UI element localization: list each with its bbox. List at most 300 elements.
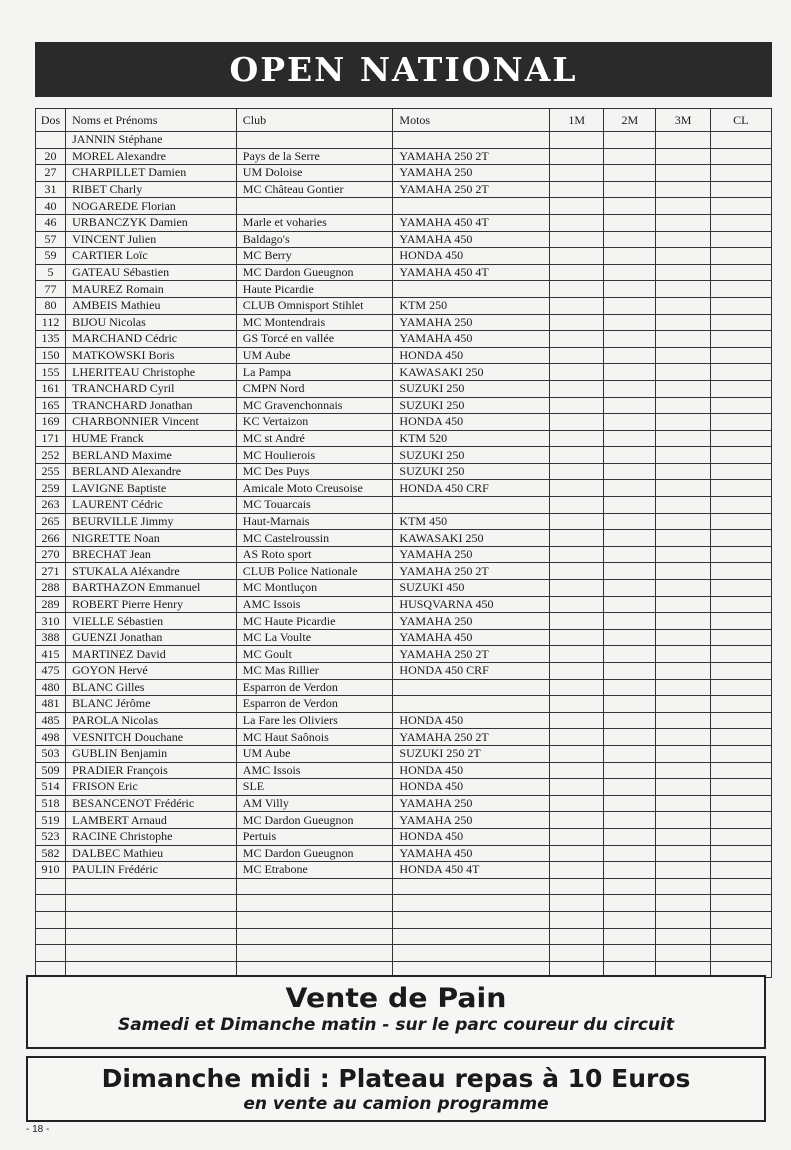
moto-cell: YAMAHA 450: [393, 331, 550, 348]
table-row: [36, 181, 772, 198]
moto-cell: YAMAHA 250: [393, 613, 550, 630]
table-row: [36, 347, 772, 364]
score-1m-cell: [550, 447, 604, 464]
name-cell: GUENZI Jonathan: [66, 629, 237, 646]
name-cell: MOREL Alexandre: [66, 148, 237, 165]
score-1m-cell: [550, 314, 604, 331]
table-row: [36, 214, 772, 231]
moto-cell: SUZUKI 250: [393, 397, 550, 414]
dos-cell: [36, 895, 66, 912]
club-cell: MC Dardon Gueugnon: [236, 812, 393, 829]
table-row: [36, 463, 772, 480]
score-2m-cell: [604, 364, 656, 381]
table-row: [36, 331, 772, 348]
classement-cell: [710, 132, 771, 149]
score-3m-cell: [656, 165, 710, 182]
score-2m-cell: [604, 945, 656, 962]
score-1m-cell: [550, 762, 604, 779]
club-cell: La Pampa: [236, 364, 393, 381]
dos-cell: 59: [36, 248, 66, 265]
score-1m-cell: [550, 297, 604, 314]
classement-cell: [710, 364, 771, 381]
col-header-1m: 1M: [550, 109, 604, 132]
score-2m-cell: [604, 795, 656, 812]
score-1m-cell: [550, 231, 604, 248]
score-1m-cell: [550, 911, 604, 928]
score-3m-cell: [656, 845, 710, 862]
dos-cell: 77: [36, 281, 66, 298]
club-cell: Baldago's: [236, 231, 393, 248]
score-2m-cell: [604, 663, 656, 680]
dos-cell: 171: [36, 430, 66, 447]
dos-cell: 514: [36, 779, 66, 796]
classement-cell: [710, 480, 771, 497]
score-2m-cell: [604, 181, 656, 198]
club-cell: MC Castelroussin: [236, 530, 393, 547]
dos-cell: 388: [36, 629, 66, 646]
moto-cell: [393, 198, 550, 215]
score-3m-cell: [656, 214, 710, 231]
name-cell: BRECHAT Jean: [66, 546, 237, 563]
table-body: [36, 132, 772, 978]
score-2m-cell: [604, 546, 656, 563]
score-1m-cell: [550, 281, 604, 298]
score-2m-cell: [604, 928, 656, 945]
table-row: [36, 729, 772, 746]
score-3m-cell: [656, 828, 710, 845]
club-cell: AS Roto sport: [236, 546, 393, 563]
meal-tray-box: [26, 1056, 766, 1122]
score-3m-cell: [656, 745, 710, 762]
name-cell: PAULIN Frédéric: [66, 862, 237, 879]
moto-cell: YAMAHA 250: [393, 812, 550, 829]
classement-cell: [710, 828, 771, 845]
score-1m-cell: [550, 895, 604, 912]
score-2m-cell: [604, 463, 656, 480]
score-1m-cell: [550, 945, 604, 962]
classement-cell: [710, 331, 771, 348]
score-2m-cell: [604, 380, 656, 397]
table-row: [36, 165, 772, 182]
meal-tray-subtitle: en vente au camion programme: [243, 1094, 549, 1114]
moto-cell: YAMAHA 250: [393, 795, 550, 812]
score-2m-cell: [604, 845, 656, 862]
club-cell: Haut-Marnais: [236, 513, 393, 530]
table-row: [36, 911, 772, 928]
moto-cell: YAMAHA 250: [393, 546, 550, 563]
score-2m-cell: [604, 513, 656, 530]
score-2m-cell: [604, 779, 656, 796]
dos-cell: 31: [36, 181, 66, 198]
moto-cell: YAMAHA 450: [393, 845, 550, 862]
moto-cell: KTM 250: [393, 297, 550, 314]
dos-cell: [36, 878, 66, 895]
table-row: [36, 497, 772, 514]
club-cell: CMPN Nord: [236, 380, 393, 397]
score-3m-cell: [656, 264, 710, 281]
score-3m-cell: [656, 679, 710, 696]
score-3m-cell: [656, 629, 710, 646]
moto-cell: [393, 132, 550, 149]
dos-cell: 46: [36, 214, 66, 231]
table-row: [36, 563, 772, 580]
score-1m-cell: [550, 878, 604, 895]
title-banner: [35, 42, 772, 97]
table-row: [36, 596, 772, 613]
score-2m-cell: [604, 397, 656, 414]
table-row: [36, 148, 772, 165]
name-cell: CHARBONNIER Vincent: [66, 414, 237, 431]
table-row: [36, 812, 772, 829]
score-3m-cell: [656, 779, 710, 796]
classement-cell: [710, 596, 771, 613]
score-1m-cell: [550, 132, 604, 149]
classement-cell: [710, 762, 771, 779]
classement-cell: [710, 911, 771, 928]
score-2m-cell: [604, 646, 656, 663]
score-1m-cell: [550, 181, 604, 198]
moto-cell: [393, 497, 550, 514]
moto-cell: HONDA 450: [393, 414, 550, 431]
score-1m-cell: [550, 264, 604, 281]
table-row: [36, 546, 772, 563]
score-3m-cell: [656, 314, 710, 331]
classement-cell: [710, 729, 771, 746]
club-cell: [236, 198, 393, 215]
moto-cell: HUSQVARNA 450: [393, 596, 550, 613]
club-cell: MC Montendrais: [236, 314, 393, 331]
classement-cell: [710, 663, 771, 680]
col-header-club: Club: [236, 109, 393, 132]
moto-cell: YAMAHA 250 2T: [393, 563, 550, 580]
club-cell: [236, 911, 393, 928]
moto-cell: [393, 878, 550, 895]
score-2m-cell: [604, 895, 656, 912]
score-3m-cell: [656, 248, 710, 265]
dos-cell: 523: [36, 828, 66, 845]
table-row: [36, 679, 772, 696]
score-3m-cell: [656, 862, 710, 879]
club-cell: AMC Issois: [236, 762, 393, 779]
name-cell: DALBEC Mathieu: [66, 845, 237, 862]
score-3m-cell: [656, 148, 710, 165]
score-3m-cell: [656, 546, 710, 563]
dos-cell: 259: [36, 480, 66, 497]
score-3m-cell: [656, 463, 710, 480]
score-3m-cell: [656, 497, 710, 514]
classement-cell: [710, 198, 771, 215]
score-2m-cell: [604, 165, 656, 182]
name-cell: AMBEIS Mathieu: [66, 297, 237, 314]
dos-cell: 485: [36, 712, 66, 729]
col-header-3m: 3M: [656, 109, 710, 132]
score-2m-cell: [604, 231, 656, 248]
club-cell: [236, 928, 393, 945]
club-cell: Marle et voharies: [236, 214, 393, 231]
classement-cell: [710, 646, 771, 663]
classement-cell: [710, 181, 771, 198]
score-1m-cell: [550, 779, 604, 796]
score-2m-cell: [604, 745, 656, 762]
score-1m-cell: [550, 497, 604, 514]
score-3m-cell: [656, 231, 710, 248]
name-cell: MAUREZ Romain: [66, 281, 237, 298]
classement-cell: [710, 281, 771, 298]
entry-table: [35, 108, 772, 978]
name-cell: LAVIGNE Baptiste: [66, 480, 237, 497]
table-row: [36, 878, 772, 895]
score-1m-cell: [550, 546, 604, 563]
name-cell: VIELLE Sébastien: [66, 613, 237, 630]
dos-cell: 161: [36, 380, 66, 397]
score-3m-cell: [656, 331, 710, 348]
moto-cell: YAMAHA 250: [393, 314, 550, 331]
moto-cell: HONDA 450: [393, 762, 550, 779]
club-cell: MC La Voulte: [236, 629, 393, 646]
score-1m-cell: [550, 148, 604, 165]
table-row: [36, 198, 772, 215]
classement-cell: [710, 546, 771, 563]
score-3m-cell: [656, 878, 710, 895]
score-2m-cell: [604, 430, 656, 447]
col-header-cl: CL: [710, 109, 771, 132]
score-2m-cell: [604, 198, 656, 215]
club-cell: KC Vertaizon: [236, 414, 393, 431]
score-2m-cell: [604, 828, 656, 845]
classement-cell: [710, 497, 771, 514]
name-cell: HUME Franck: [66, 430, 237, 447]
moto-cell: HONDA 450: [393, 828, 550, 845]
score-3m-cell: [656, 696, 710, 713]
club-cell: UM Aube: [236, 745, 393, 762]
name-cell: BLANC Gilles: [66, 679, 237, 696]
dos-cell: 503: [36, 745, 66, 762]
name-cell: VESNITCH Douchane: [66, 729, 237, 746]
moto-cell: [393, 911, 550, 928]
table-row: [36, 928, 772, 945]
score-3m-cell: [656, 911, 710, 928]
table-row: [36, 281, 772, 298]
dos-cell: 112: [36, 314, 66, 331]
dos-cell: 271: [36, 563, 66, 580]
score-2m-cell: [604, 563, 656, 580]
bread-sale-title: Vente de Pain: [285, 983, 507, 1014]
moto-cell: KTM 450: [393, 513, 550, 530]
name-cell: BIJOU Nicolas: [66, 314, 237, 331]
dos-cell: 480: [36, 679, 66, 696]
name-cell: PAROLA Nicolas: [66, 712, 237, 729]
club-cell: Amicale Moto Creusoise: [236, 480, 393, 497]
dos-cell: 169: [36, 414, 66, 431]
table-row: [36, 314, 772, 331]
club-cell: UM Doloise: [236, 165, 393, 182]
moto-cell: HONDA 450: [393, 347, 550, 364]
score-1m-cell: [550, 629, 604, 646]
score-1m-cell: [550, 862, 604, 879]
moto-cell: YAMAHA 250 2T: [393, 181, 550, 198]
moto-cell: KTM 520: [393, 430, 550, 447]
classement-cell: [710, 463, 771, 480]
table-row: [36, 447, 772, 464]
score-3m-cell: [656, 198, 710, 215]
score-3m-cell: [656, 297, 710, 314]
club-cell: Esparron de Verdon: [236, 679, 393, 696]
dos-cell: 481: [36, 696, 66, 713]
page-title: OPEN NATIONAL: [229, 50, 578, 89]
dos-cell: 265: [36, 513, 66, 530]
table-row: [36, 480, 772, 497]
name-cell: MATKOWSKI Boris: [66, 347, 237, 364]
table-row: [36, 248, 772, 265]
score-1m-cell: [550, 463, 604, 480]
dos-cell: 910: [36, 862, 66, 879]
score-1m-cell: [550, 331, 604, 348]
club-cell: AMC Issois: [236, 596, 393, 613]
name-cell: [66, 928, 237, 945]
club-cell: Esparron de Verdon: [236, 696, 393, 713]
name-cell: MARTINEZ David: [66, 646, 237, 663]
moto-cell: [393, 895, 550, 912]
classement-cell: [710, 380, 771, 397]
score-1m-cell: [550, 248, 604, 265]
moto-cell: SUZUKI 250: [393, 380, 550, 397]
club-cell: GS Torcé en vallée: [236, 331, 393, 348]
score-2m-cell: [604, 297, 656, 314]
classement-cell: [710, 347, 771, 364]
table-row: [36, 945, 772, 962]
dos-cell: [36, 945, 66, 962]
table-row: [36, 414, 772, 431]
score-3m-cell: [656, 480, 710, 497]
club-cell: Pays de la Serre: [236, 148, 393, 165]
dos-cell: 27: [36, 165, 66, 182]
classement-cell: [710, 165, 771, 182]
classement-cell: [710, 297, 771, 314]
score-2m-cell: [604, 530, 656, 547]
moto-cell: SUZUKI 250: [393, 447, 550, 464]
score-3m-cell: [656, 596, 710, 613]
score-2m-cell: [604, 911, 656, 928]
score-3m-cell: [656, 397, 710, 414]
moto-cell: KAWASAKI 250: [393, 364, 550, 381]
club-cell: [236, 945, 393, 962]
table-row: [36, 380, 772, 397]
table-row: [36, 663, 772, 680]
score-3m-cell: [656, 945, 710, 962]
score-1m-cell: [550, 646, 604, 663]
score-3m-cell: [656, 729, 710, 746]
score-2m-cell: [604, 281, 656, 298]
dos-cell: 57: [36, 231, 66, 248]
dos-cell: [36, 928, 66, 945]
table-row: [36, 132, 772, 149]
score-3m-cell: [656, 181, 710, 198]
score-2m-cell: [604, 596, 656, 613]
score-2m-cell: [604, 729, 656, 746]
score-1m-cell: [550, 530, 604, 547]
score-2m-cell: [604, 878, 656, 895]
score-2m-cell: [604, 613, 656, 630]
score-2m-cell: [604, 679, 656, 696]
club-cell: MC Mas Rillier: [236, 663, 393, 680]
classement-cell: [710, 530, 771, 547]
table-row: [36, 397, 772, 414]
dos-cell: [36, 911, 66, 928]
score-1m-cell: [550, 696, 604, 713]
score-3m-cell: [656, 812, 710, 829]
score-1m-cell: [550, 596, 604, 613]
moto-cell: HONDA 450: [393, 712, 550, 729]
classement-cell: [710, 231, 771, 248]
classement-cell: [710, 712, 771, 729]
dos-cell: 165: [36, 397, 66, 414]
moto-cell: YAMAHA 250 2T: [393, 646, 550, 663]
score-2m-cell: [604, 132, 656, 149]
score-1m-cell: [550, 613, 604, 630]
score-2m-cell: [604, 629, 656, 646]
dos-cell: 498: [36, 729, 66, 746]
table-row: [36, 580, 772, 597]
name-cell: URBANCZYK Damien: [66, 214, 237, 231]
score-2m-cell: [604, 331, 656, 348]
dos-cell: 475: [36, 663, 66, 680]
table-row: [36, 696, 772, 713]
table-row: [36, 613, 772, 630]
club-cell: Pertuis: [236, 828, 393, 845]
name-cell: BERLAND Maxime: [66, 447, 237, 464]
table-row: [36, 297, 772, 314]
score-1m-cell: [550, 745, 604, 762]
name-cell: GUBLIN Benjamin: [66, 745, 237, 762]
dos-cell: 155: [36, 364, 66, 381]
club-cell: [236, 895, 393, 912]
classement-cell: [710, 878, 771, 895]
club-cell: [236, 132, 393, 149]
club-cell: MC Goult: [236, 646, 393, 663]
classement-cell: [710, 812, 771, 829]
classement-cell: [710, 845, 771, 862]
name-cell: GOYON Hervé: [66, 663, 237, 680]
score-2m-cell: [604, 580, 656, 597]
table-header-row: [36, 109, 772, 132]
score-1m-cell: [550, 480, 604, 497]
col-header-motos: Motos: [393, 109, 550, 132]
score-2m-cell: [604, 414, 656, 431]
club-cell: MC Dardon Gueugnon: [236, 845, 393, 862]
club-cell: CLUB Police Nationale: [236, 563, 393, 580]
score-3m-cell: [656, 513, 710, 530]
table-row: [36, 779, 772, 796]
dos-cell: 582: [36, 845, 66, 862]
club-cell: AM Villy: [236, 795, 393, 812]
name-cell: GATEAU Sébastien: [66, 264, 237, 281]
score-2m-cell: [604, 214, 656, 231]
dos-cell: [36, 132, 66, 149]
moto-cell: KAWASAKI 250: [393, 530, 550, 547]
col-header-2m: 2M: [604, 109, 656, 132]
dos-cell: 310: [36, 613, 66, 630]
score-1m-cell: [550, 214, 604, 231]
classement-cell: [710, 248, 771, 265]
club-cell: Haute Picardie: [236, 281, 393, 298]
dos-cell: 80: [36, 297, 66, 314]
club-cell: MC Haut Saônois: [236, 729, 393, 746]
dos-cell: 263: [36, 497, 66, 514]
name-cell: BARTHAZON Emmanuel: [66, 580, 237, 597]
score-3m-cell: [656, 347, 710, 364]
name-cell: LAURENT Cédric: [66, 497, 237, 514]
score-3m-cell: [656, 613, 710, 630]
